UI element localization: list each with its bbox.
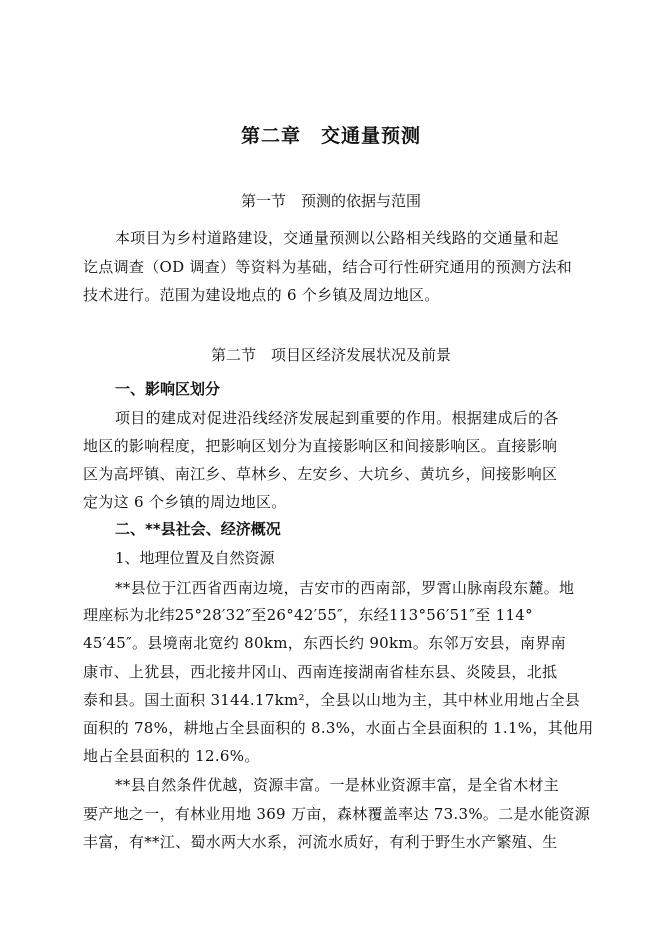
- paragraph-line: 理座标为北纬25°28′32″至26°42′55″，东经113°56′51″至 114°: [83, 606, 533, 624]
- paragraph-line: 要产地之一，有林业用地 369 万亩，森林覆盖率达 73.3%。二是水能资源: [83, 805, 590, 823]
- paragraph-line: 区为高坪镇、南江乡、草林乡、左安乡、大坑乡、黄坑乡，间接影响区: [83, 465, 558, 483]
- paragraph-line: 地区的影响程度，把影响区划分为直接影响区和间接影响区。直接影响: [83, 437, 558, 455]
- section-2-title: 第二节 项目区经济发展状况及前景: [210, 346, 451, 364]
- subheading-geography: 1、地理位置及自然资源: [115, 549, 275, 567]
- chapter-title: 第二章 交通量预测: [240, 125, 421, 147]
- section-1-title: 第一节 预测的依据与范围: [240, 192, 421, 210]
- paragraph-line: **县自然条件优越，资源丰富。一是林业资源丰富，是全省木材主: [115, 776, 560, 794]
- paragraph-line: 地占全县面积的 12.6%。: [83, 747, 260, 765]
- paragraph-line: 定为这 6 个乡镇的周边地区。: [83, 493, 287, 511]
- heading-county-overview: 二、**县社会、经济概况: [115, 520, 281, 538]
- paragraph-line: 项目的建成对促进沿线经济发展起到重要的作用。根据建成后的各: [115, 409, 559, 427]
- paragraph-line: 面积的 78%，耕地占全县面积的 8.3%，水面占全县面积的 1.1%，其他用: [83, 719, 594, 737]
- paragraph-line: 泰和县。国土面积 3144.17km²，全县以山地为主，其中林业用地占全县: [83, 691, 581, 709]
- section-1-line: 讫点调查（OD 调查）等资料为基础，结合可行性研究通用的预测方法和: [83, 258, 572, 276]
- paragraph-line: 45′45″。县境南北宽约 80km，东西长约 90km。东邻万安县，南界南: [83, 634, 566, 652]
- heading-impact-zone: 一、影响区划分: [115, 380, 221, 398]
- paragraph-line: 康市、上犹县，西北接井冈山、西南连接湖南省桂东县、炎陵县，北抵: [83, 663, 558, 681]
- paragraph-line: **县位于江西省西南边境，吉安市的西南部，罗霄山脉南段东麓。地: [115, 579, 575, 597]
- section-1-line: 本项目为乡村道路建设，交通量预测以公路相关线路的交通量和起: [115, 229, 559, 247]
- section-1-line: 技术进行。范围为建设地点的 6 个乡镇及周边地区。: [83, 286, 440, 304]
- paragraph-line: 丰富，有**江、蜀水两大水系，河流水质好，有利于野生水产繁殖、生: [83, 833, 558, 851]
